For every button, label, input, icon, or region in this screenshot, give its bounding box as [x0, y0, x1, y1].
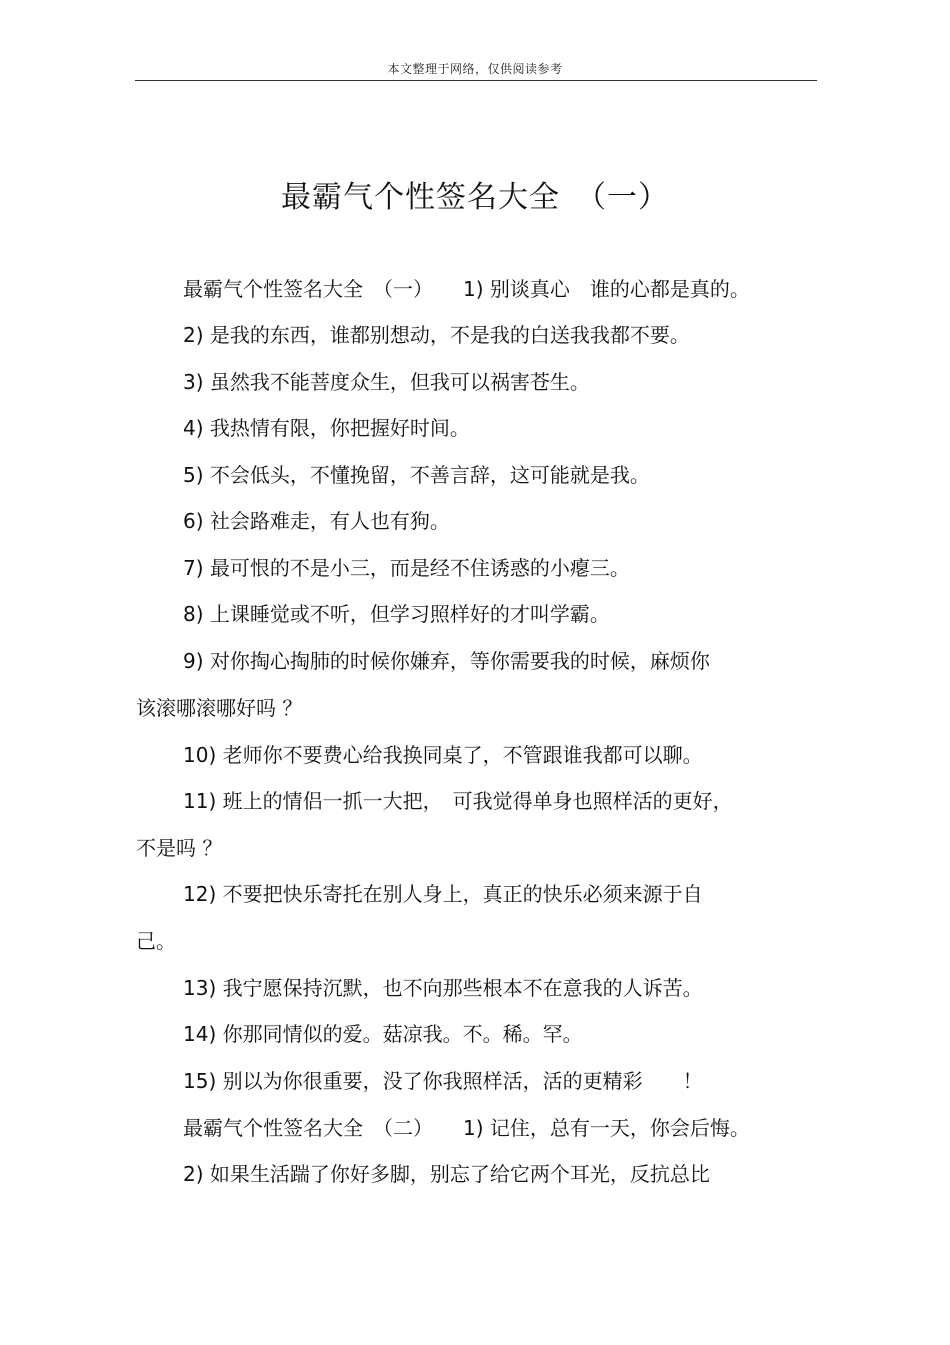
- text-line: 3) 虽然我不能菩度众生，但我可以祸害苍生。: [183, 370, 590, 394]
- text-line: 12) 不要把快乐寄托在别人身上，真正的快乐必须来源于自: [183, 882, 703, 906]
- text-line: 15) 别以为你很重要，没了你我照样活，活的更精彩 ！: [183, 1069, 703, 1093]
- text-line: 2) 是我的东西，谁都别想动，不是我的白送我我都不要。: [183, 323, 690, 347]
- text-line: 2) 如果生活踹了你好多脚，别忘了给它两个耳光，反抗总比: [183, 1162, 710, 1186]
- text-line: 14) 你那同情似的爱。菇凉我。不。稀。罕。: [183, 1022, 583, 1046]
- text-line: 己。: [136, 929, 176, 953]
- header-rule: [135, 80, 817, 81]
- header-note: 本文整理于网络，仅供阅读参考: [387, 62, 563, 76]
- text-line: 最霸气个性签名大全 （一） 1) 别谈真心 谁的心都是真的。: [183, 277, 750, 301]
- text-line: 7) 最可恨的不是小三，而是经不住诱惑的小瘪三。: [183, 556, 630, 580]
- text-line: 不是吗 ？: [136, 836, 223, 860]
- text-line: 13) 我宁愿保持沉默，也不向那些根本不在意我的人诉苦。: [183, 976, 703, 1000]
- text-line: 6) 社会路难走，有人也有狗。: [183, 509, 450, 533]
- text-line: 该滚哪滚哪好吗 ？: [136, 696, 303, 720]
- document-title: 最霸气个性签名大全 （一）: [281, 180, 669, 216]
- text-line: 4) 我热情有限，你把握好时间。: [183, 416, 470, 440]
- text-line: 9) 对你掏心掏肺的时候你嫌弃，等你需要我的时候，麻烦你: [183, 649, 710, 673]
- text-line: 最霸气个性签名大全 （二） 1) 记住，总有一天，你会后悔。: [183, 1116, 750, 1140]
- text-line: 8) 上课睡觉或不听，但学习照样好的才叫学霸。: [183, 602, 610, 626]
- text-line: 5) 不会低头，不懂挽留，不善言辞，这可能就是我。: [183, 463, 650, 487]
- text-line: 11) 班上的情侣一抓一大把， 可我觉得单身也照样活的更好，: [183, 789, 733, 813]
- text-line: 10) 老师你不要费心给我换同桌了，不管跟谁我都可以聊。: [183, 743, 703, 767]
